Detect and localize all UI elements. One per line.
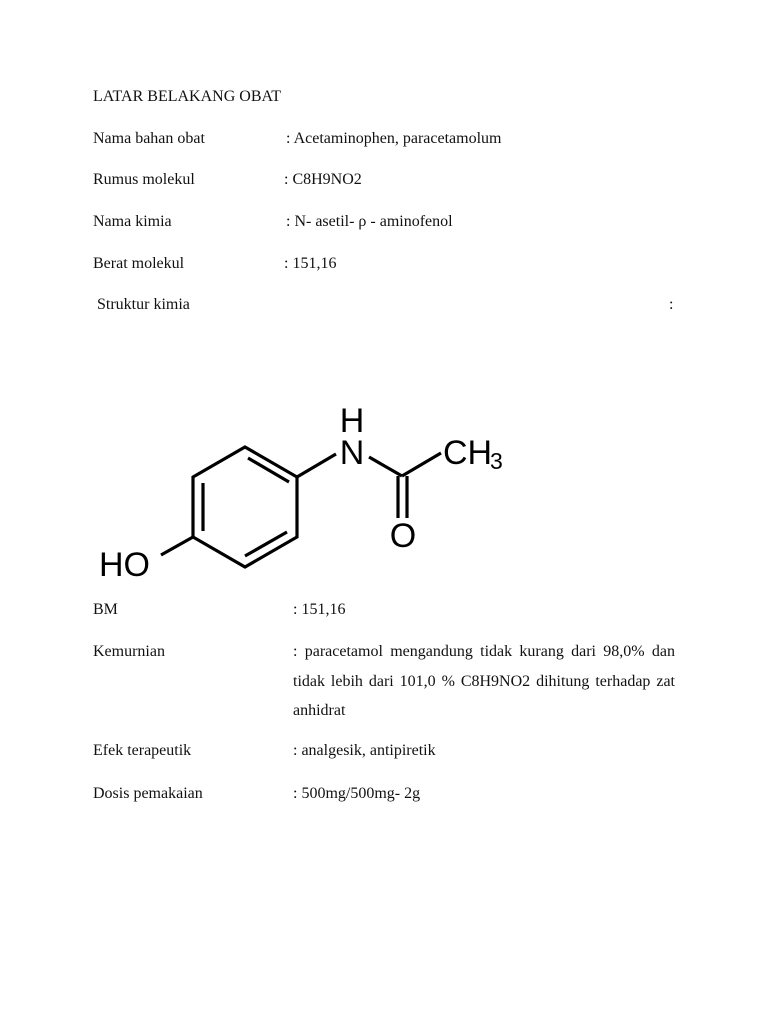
label-struktur-kimia: Struktur kimia [97, 296, 190, 313]
atom-label-n: N [339, 434, 365, 472]
value-nama-kimia: : N- asetil- ρ - aminofenol [286, 213, 453, 230]
value-rumus-molekul: : C8H9NO2 [284, 171, 362, 188]
label-nama-kimia: Nama kimia [93, 213, 172, 230]
paracetamol-structure-diagram [95, 395, 525, 585]
atom-label-subscript-3: 3 [490, 448, 503, 474]
label-dosis-pemakaian: Dosis pemakaian [93, 785, 203, 802]
value-dosis-pemakaian: : 500mg/500mg- 2g [293, 785, 421, 802]
struktur-kimia-colon: : [669, 296, 674, 313]
label-bm: BM [93, 601, 118, 618]
value-berat-molekul: : 151,16 [284, 255, 337, 272]
document-heading: LATAR BELAKANG OBAT [93, 88, 282, 105]
value-efek-terapeutik: : analgesik, antipiretik [293, 742, 436, 759]
bond-n-c [369, 457, 402, 476]
benzene-ring [193, 447, 297, 567]
bond-ring-oh [161, 537, 193, 555]
atom-label-o: O [389, 517, 417, 555]
value-bm: : 151,16 [293, 601, 346, 618]
ring-double-bond-2 [245, 532, 287, 556]
bond-c-ch3 [402, 453, 441, 476]
label-berat-molekul: Berat molekul [93, 255, 185, 272]
bond-ring-n [297, 454, 336, 477]
atom-label-h: H [339, 402, 365, 440]
atom-label-ho: HO [99, 546, 150, 584]
value-nama-bahan-obat: : Acetaminophen, paracetamolum [286, 130, 502, 147]
value-kemurnian: : paracetamol mengandung tidak kurang dari 98,0% dan tidak lebih dari 101,0 % C8H9NO2 dihitung terhadap zat anhidrat [293, 643, 675, 719]
label-rumus-molekul: Rumus molekul [93, 171, 195, 188]
label-efek-terapeutik: Efek terapeutik [93, 742, 192, 759]
label-kemurnian: Kemurnian [93, 643, 165, 660]
label-nama-bahan-obat: Nama bahan obat [93, 130, 205, 147]
atom-label-ch: CH [443, 434, 493, 472]
